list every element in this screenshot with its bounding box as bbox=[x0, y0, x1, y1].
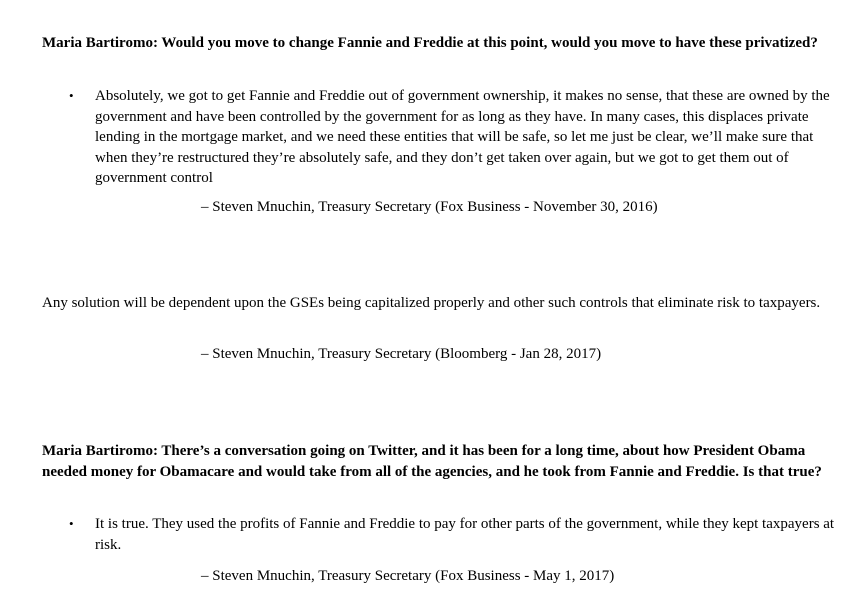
answer-text: Absolutely, we got to get Fannie and Freddie out of government ownership, it makes no sense, that these are owned by the government and have been controlled by the government for as long as they have. In many cases, this displaces private lending in the mortgage market, and we need these entities that will be safe, so let me just be clear, we’ll make sure that when they’re restructured they’re absolutely safe, and they don’t get taken over again, but we got to get them out of government control bbox=[95, 88, 830, 186]
interview-question: Maria Bartiromo: Would you move to change Fannie and Freddie at this point, would you move to have these privatized? bbox=[42, 35, 818, 51]
bullet-icon: • bbox=[69, 88, 74, 103]
answer-bullet-item bbox=[69, 514, 843, 555]
quote-statement: Any solution will be dependent upon the GSEs being capitalized properly and other such controls that eliminate risk to taxpayers. bbox=[42, 295, 821, 311]
answer-bullet-item bbox=[69, 86, 843, 189]
interview-question: Maria Bartiromo: There’s a conversation going on Twitter, and it has been for a long time, about how President Obama needed money for Obamacare and would take from all of the agencies, and he took from Fannie and Freddie. Is that true? bbox=[42, 443, 822, 480]
quote-attribution: – Steven Mnuchin, Treasury Secretary (Fox Business - November 30, 2016) bbox=[201, 199, 658, 215]
bullet-icon: • bbox=[69, 516, 74, 531]
quote-attribution: – Steven Mnuchin, Treasury Secretary (Fox Business - May 1, 2017) bbox=[201, 568, 615, 584]
quote-attribution: – Steven Mnuchin, Treasury Secretary (Bloomberg - Jan 28, 2017) bbox=[201, 346, 602, 362]
answer-text: It is true. They used the profits of Fannie and Freddie to pay for other parts of the government, while they kept taxpayers at risk. bbox=[95, 516, 835, 553]
